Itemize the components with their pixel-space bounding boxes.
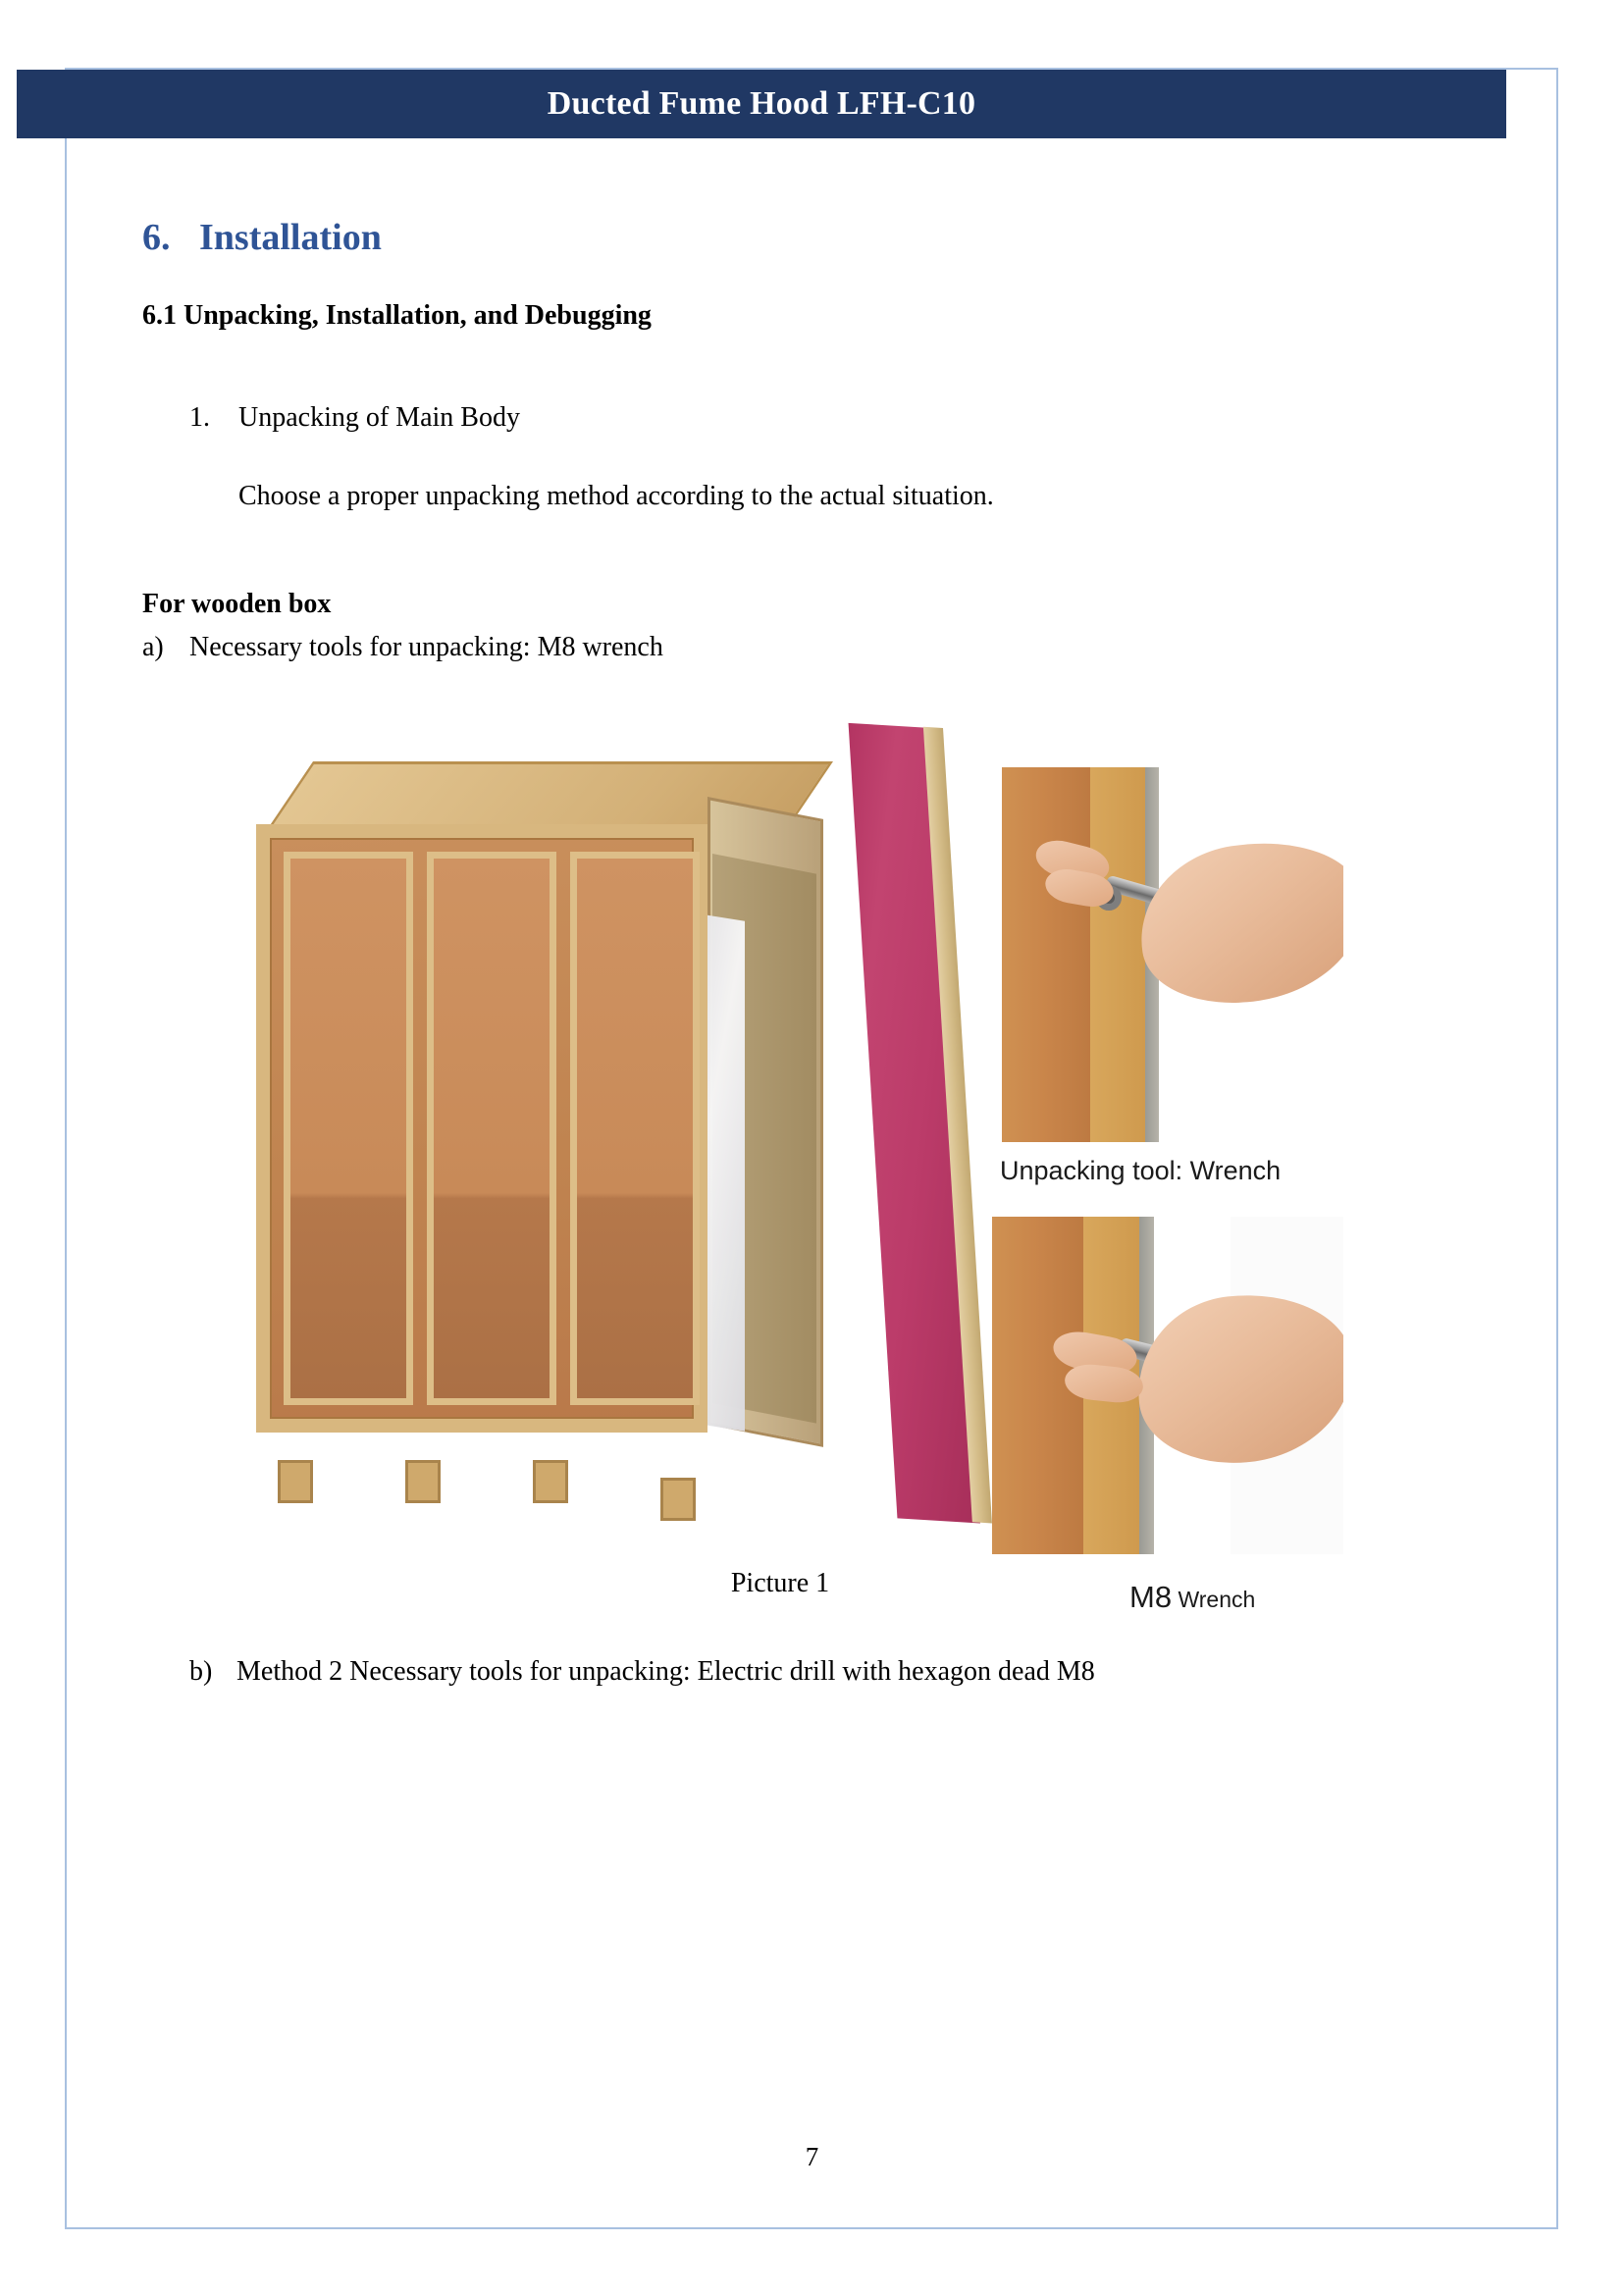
list-item-a [142,632,1418,663]
list-item-1-label: Unpacking of Main Body [238,402,520,433]
list-item-b-label: Method 2 Necessary tools for unpacking: Electric drill with hexagon dead M8 [236,1656,1095,1687]
section-number: 6. [142,217,171,258]
document-content [142,186,1418,1688]
crate-plywood-panel [570,852,700,1405]
label-unpacking-tool: Unpacking tool: Wrench [1000,1156,1282,1185]
figure-caption: Picture 1 [730,1568,830,1598]
list-item-a-label: Necessary tools for unpacking: M8 wrench [189,632,663,662]
label-m8-wrench [1129,1580,1255,1615]
label-wrench-text: Wrench [1178,1587,1256,1612]
crate-plywood-panel [284,852,413,1405]
crate-pallet-foot [405,1460,441,1503]
list-item-1 [189,402,1418,434]
list-item-1-marker: 1. [189,402,210,433]
document-header-banner [17,70,1506,138]
crate-pallet-foot [660,1478,696,1521]
list-item-1-paragraph: Choose a proper unpacking method according to the actual situation. [238,481,994,511]
section-subheading: 6.1 Unpacking, Installation, and Debugging [142,300,652,331]
wooden-crate-photo [217,706,825,1540]
section-heading [142,216,1418,259]
list-item-a-marker: a) [142,632,164,662]
list-item-b [189,1656,1418,1688]
section-title: Installation [199,217,382,258]
wood-plank [1002,767,1090,1142]
crate-pallet-foot [533,1460,568,1503]
wrench-closeup-photo-bottom [992,1217,1343,1554]
wood-plank [1090,767,1145,1142]
label-m8-text: M8 [1129,1580,1173,1614]
list-item-b-marker: b) [189,1656,213,1687]
wooden-box-heading: For wooden box [142,589,332,619]
document-title: Ducted Fume Hood LFH-C10 [547,85,976,122]
pink-wooden-panel-photo [845,728,963,1525]
crate-pallet-foot [278,1460,313,1503]
page-number: 7 [805,2142,819,2171]
wrench-closeup-photo-top [1002,767,1343,1142]
crate-plywood-panel [427,852,556,1405]
crate-front-face [256,824,707,1433]
